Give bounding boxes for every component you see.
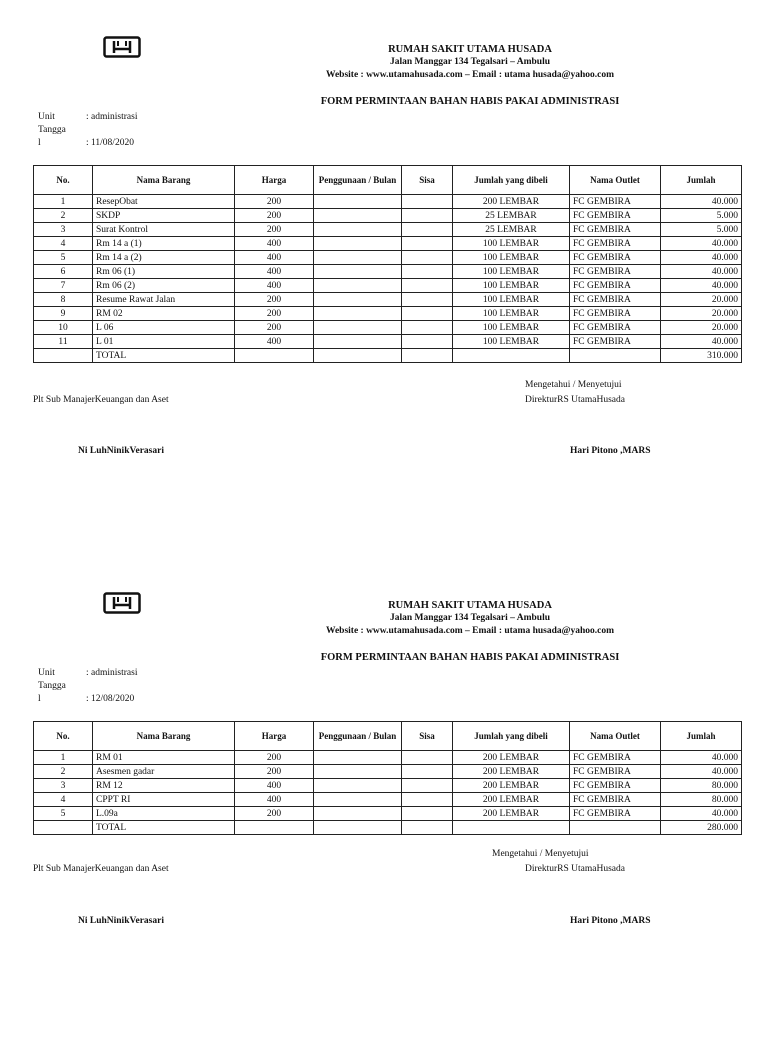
- cell-qty-bought: 200 LEMBAR: [453, 195, 570, 209]
- cell-amount: 40.000: [661, 807, 742, 821]
- table-row: [34, 807, 742, 821]
- left-position: Plt Sub ManajerKeuangan dan Aset: [33, 864, 169, 874]
- cell-price: 200: [235, 307, 314, 321]
- empty-cell: [570, 821, 661, 835]
- form-2: [0, 586, 768, 1046]
- cell-qty-bought: 200 LEMBAR: [453, 779, 570, 793]
- cell-price: 200: [235, 751, 314, 765]
- empty-cell: [235, 349, 314, 363]
- cell-outlet: FC GEMBIRA: [570, 279, 661, 293]
- left-position: Plt Sub ManajerKeuangan dan Aset: [33, 395, 169, 405]
- form-title: FORM PERMINTAAN BAHAN HABIS PAKAI ADMINISTRASI: [320, 96, 620, 107]
- form-1: [0, 30, 768, 490]
- table-row: [34, 779, 742, 793]
- cell-amount: 5.000: [661, 223, 742, 237]
- right-position: DirekturRS UtamaHusada: [525, 864, 625, 874]
- items-table: [33, 165, 742, 363]
- table-row: [34, 765, 742, 779]
- total-row: [34, 349, 742, 363]
- date-label-cont: l: [38, 694, 41, 704]
- table-header: [34, 166, 742, 195]
- hospital-logo-icon: [103, 36, 141, 58]
- cell-outlet: FC GEMBIRA: [570, 265, 661, 279]
- cell-remaining: [402, 335, 453, 349]
- cell-item-name: L 01: [93, 335, 235, 349]
- cell-item-name: CPPT RI: [93, 793, 235, 807]
- cell-remaining: [402, 223, 453, 237]
- hospital-address: Jalan Manggar 134 Tegalsari – Ambulu: [389, 613, 551, 623]
- cell-outlet: FC GEMBIRA: [570, 751, 661, 765]
- cell-item-name: Surat Kontrol: [93, 223, 235, 237]
- total-row: [34, 821, 742, 835]
- total-label: TOTAL: [93, 821, 235, 835]
- cell-outlet: FC GEMBIRA: [570, 321, 661, 335]
- cell-amount: 20.000: [661, 307, 742, 321]
- cell-outlet: FC GEMBIRA: [570, 307, 661, 321]
- cell-price: 200: [235, 195, 314, 209]
- cell-remaining: [402, 237, 453, 251]
- hospital-contact: Website : www.utamahusada.com – Email : utama husada@yahoo.com: [325, 70, 615, 80]
- cell-no: 2: [34, 209, 93, 223]
- cell-usage: [314, 279, 402, 293]
- cell-qty-bought: 200 LEMBAR: [453, 751, 570, 765]
- cell-item-name: Resume Rawat Jalan: [93, 293, 235, 307]
- empty-cell: [402, 821, 453, 835]
- right-position: DirekturRS UtamaHusada: [525, 395, 625, 405]
- cell-no: 1: [34, 195, 93, 209]
- unit-label: Unit: [38, 112, 55, 122]
- table-row: [34, 209, 742, 223]
- cell-outlet: FC GEMBIRA: [570, 293, 661, 307]
- cell-remaining: [402, 321, 453, 335]
- table-body: [34, 751, 742, 835]
- cell-qty-bought: 25 LEMBAR: [453, 223, 570, 237]
- cell-amount: 80.000: [661, 793, 742, 807]
- cell-item-name: RM 12: [93, 779, 235, 793]
- cell-remaining: [402, 307, 453, 321]
- right-signatory-name: Hari Pitono ,MARS: [570, 916, 651, 926]
- cell-price: 200: [235, 209, 314, 223]
- cell-usage: [314, 251, 402, 265]
- cell-no: 5: [34, 807, 93, 821]
- cell-qty-bought: 100 LEMBAR: [453, 307, 570, 321]
- total-value: 310.000: [661, 349, 742, 363]
- cell-amount: 20.000: [661, 293, 742, 307]
- cell-no: 2: [34, 765, 93, 779]
- date-label-cont: l: [38, 138, 41, 148]
- cell-amount: 40.000: [661, 265, 742, 279]
- total-label: TOTAL: [93, 349, 235, 363]
- cell-no: 9: [34, 307, 93, 321]
- cell-price: 200: [235, 765, 314, 779]
- items-table: [33, 721, 742, 835]
- unit-value: : administrasi: [86, 112, 138, 122]
- cell-qty-bought: 200 LEMBAR: [453, 765, 570, 779]
- cell-no: 6: [34, 265, 93, 279]
- empty-cell: [402, 349, 453, 363]
- cell-price: 400: [235, 279, 314, 293]
- cell-no: 1: [34, 751, 93, 765]
- date-value: : 11/08/2020: [86, 138, 134, 148]
- cell-usage: [314, 751, 402, 765]
- table-body: [34, 195, 742, 363]
- cell-no: 7: [34, 279, 93, 293]
- cell-remaining: [402, 751, 453, 765]
- col-usage: Penggunaan / Bulan: [314, 722, 402, 751]
- cell-amount: 40.000: [661, 335, 742, 349]
- left-signatory-name: Ni LuhNinikVerasari: [78, 446, 164, 456]
- cell-outlet: FC GEMBIRA: [570, 237, 661, 251]
- cell-usage: [314, 793, 402, 807]
- hospital-name: RUMAH SAKIT UTAMA HUSADA: [388, 44, 552, 55]
- cell-item-name: RM 01: [93, 751, 235, 765]
- cell-no: 4: [34, 793, 93, 807]
- cell-qty-bought: 200 LEMBAR: [453, 793, 570, 807]
- col-remaining: Sisa: [402, 166, 453, 195]
- empty-cell: [235, 821, 314, 835]
- cell-no: 11: [34, 335, 93, 349]
- cell-outlet: FC GEMBIRA: [570, 335, 661, 349]
- cell-remaining: [402, 793, 453, 807]
- table-row: [34, 793, 742, 807]
- form-title: FORM PERMINTAAN BAHAN HABIS PAKAI ADMINISTRASI: [320, 652, 620, 663]
- table-row: [34, 293, 742, 307]
- cell-amount: 40.000: [661, 195, 742, 209]
- col-qty-bought: Jumlah yang dibeli: [453, 722, 570, 751]
- cell-no: 8: [34, 293, 93, 307]
- cell-outlet: FC GEMBIRA: [570, 807, 661, 821]
- date-label: Tangga: [38, 681, 66, 691]
- cell-item-name: L.09a: [93, 807, 235, 821]
- cell-price: 200: [235, 293, 314, 307]
- hospital-name: RUMAH SAKIT UTAMA HUSADA: [388, 600, 552, 611]
- cell-remaining: [402, 251, 453, 265]
- cell-amount: 40.000: [661, 251, 742, 265]
- cell-no: 5: [34, 251, 93, 265]
- cell-item-name: Rm 06 (1): [93, 265, 235, 279]
- table-row: [34, 265, 742, 279]
- col-price: Harga: [235, 722, 314, 751]
- cell-amount: 20.000: [661, 321, 742, 335]
- cell-usage: [314, 807, 402, 821]
- cell-price: 400: [235, 237, 314, 251]
- cell-item-name: Rm 14 a (1): [93, 237, 235, 251]
- cell-outlet: FC GEMBIRA: [570, 251, 661, 265]
- col-item-name: Nama Barang: [93, 722, 235, 751]
- empty-cell: [314, 821, 402, 835]
- cell-price: 400: [235, 779, 314, 793]
- cell-usage: [314, 265, 402, 279]
- cell-item-name: Rm 06 (2): [93, 279, 235, 293]
- cell-item-name: Asesmen gadar: [93, 765, 235, 779]
- cell-qty-bought: 100 LEMBAR: [453, 265, 570, 279]
- date-label: Tangga: [38, 125, 66, 135]
- col-no: No.: [34, 166, 93, 195]
- cell-price: 200: [235, 321, 314, 335]
- table-row: [34, 195, 742, 209]
- empty-cell: [570, 349, 661, 363]
- cell-qty-bought: 100 LEMBAR: [453, 251, 570, 265]
- cell-item-name: ResepObat: [93, 195, 235, 209]
- cell-usage: [314, 335, 402, 349]
- right-signatory-name: Hari Pitono ,MARS: [570, 446, 651, 456]
- cell-usage: [314, 765, 402, 779]
- cell-item-name: L 06: [93, 321, 235, 335]
- cell-usage: [314, 237, 402, 251]
- cell-price: 400: [235, 335, 314, 349]
- cell-amount: 40.000: [661, 237, 742, 251]
- table-row: [34, 279, 742, 293]
- approve-label: Mengetahui / Menyetujui: [492, 849, 589, 859]
- cell-usage: [314, 779, 402, 793]
- cell-price: 400: [235, 265, 314, 279]
- empty-cell: [453, 349, 570, 363]
- col-price: Harga: [235, 166, 314, 195]
- table-row: [34, 307, 742, 321]
- col-qty-bought: Jumlah yang dibeli: [453, 166, 570, 195]
- cell-outlet: FC GEMBIRA: [570, 765, 661, 779]
- cell-remaining: [402, 293, 453, 307]
- table-row: [34, 321, 742, 335]
- cell-outlet: FC GEMBIRA: [570, 779, 661, 793]
- cell-qty-bought: 100 LEMBAR: [453, 279, 570, 293]
- cell-qty-bought: 25 LEMBAR: [453, 209, 570, 223]
- cell-price: 200: [235, 223, 314, 237]
- cell-outlet: FC GEMBIRA: [570, 195, 661, 209]
- cell-amount: 40.000: [661, 751, 742, 765]
- table-row: [34, 251, 742, 265]
- table-header: [34, 722, 742, 751]
- table-row: [34, 751, 742, 765]
- cell-item-name: Rm 14 a (2): [93, 251, 235, 265]
- unit-label: Unit: [38, 668, 55, 678]
- cell-remaining: [402, 765, 453, 779]
- hospital-logo-icon: [103, 592, 141, 614]
- cell-amount: 40.000: [661, 765, 742, 779]
- cell-amount: 80.000: [661, 779, 742, 793]
- cell-remaining: [402, 209, 453, 223]
- cell-qty-bought: 100 LEMBAR: [453, 293, 570, 307]
- hospital-address: Jalan Manggar 134 Tegalsari – Ambulu: [389, 57, 551, 67]
- col-amount: Jumlah: [661, 722, 742, 751]
- cell-qty-bought: 100 LEMBAR: [453, 321, 570, 335]
- cell-remaining: [402, 265, 453, 279]
- cell-no: 3: [34, 779, 93, 793]
- hospital-contact: Website : www.utamahusada.com – Email : utama husada@yahoo.com: [325, 626, 615, 636]
- cell-qty-bought: 100 LEMBAR: [453, 335, 570, 349]
- cell-price: 400: [235, 793, 314, 807]
- cell-usage: [314, 223, 402, 237]
- cell-outlet: FC GEMBIRA: [570, 223, 661, 237]
- date-value: : 12/08/2020: [86, 694, 135, 704]
- cell-no: 10: [34, 321, 93, 335]
- cell-remaining: [402, 779, 453, 793]
- empty-cell: [453, 821, 570, 835]
- table-row: [34, 223, 742, 237]
- table-row: [34, 237, 742, 251]
- col-outlet: Nama Outlet: [570, 166, 661, 195]
- cell-usage: [314, 209, 402, 223]
- cell-qty-bought: 100 LEMBAR: [453, 237, 570, 251]
- cell-remaining: [402, 195, 453, 209]
- col-item-name: Nama Barang: [93, 166, 235, 195]
- cell-usage: [314, 321, 402, 335]
- left-signatory-name: Ni LuhNinikVerasari: [78, 916, 164, 926]
- cell-no: 4: [34, 237, 93, 251]
- cell-remaining: [402, 279, 453, 293]
- cell-usage: [314, 293, 402, 307]
- cell-remaining: [402, 807, 453, 821]
- unit-value: : administrasi: [86, 668, 138, 678]
- total-value: 280.000: [661, 821, 742, 835]
- cell-item-name: SKDP: [93, 209, 235, 223]
- col-usage: Penggunaan / Bulan: [314, 166, 402, 195]
- cell-usage: [314, 195, 402, 209]
- cell-amount: 40.000: [661, 279, 742, 293]
- cell-price: 400: [235, 251, 314, 265]
- col-remaining: Sisa: [402, 722, 453, 751]
- cell-no: 3: [34, 223, 93, 237]
- cell-outlet: FC GEMBIRA: [570, 209, 661, 223]
- col-amount: Jumlah: [661, 166, 742, 195]
- col-no: No.: [34, 722, 93, 751]
- cell-amount: 5.000: [661, 209, 742, 223]
- approve-label: Mengetahui / Menyetujui: [525, 380, 622, 390]
- table-row: [34, 335, 742, 349]
- cell-price: 200: [235, 807, 314, 821]
- empty-cell: [34, 349, 93, 363]
- cell-item-name: RM 02: [93, 307, 235, 321]
- empty-cell: [34, 821, 93, 835]
- cell-outlet: FC GEMBIRA: [570, 793, 661, 807]
- cell-qty-bought: 200 LEMBAR: [453, 807, 570, 821]
- cell-usage: [314, 307, 402, 321]
- col-outlet: Nama Outlet: [570, 722, 661, 751]
- empty-cell: [314, 349, 402, 363]
